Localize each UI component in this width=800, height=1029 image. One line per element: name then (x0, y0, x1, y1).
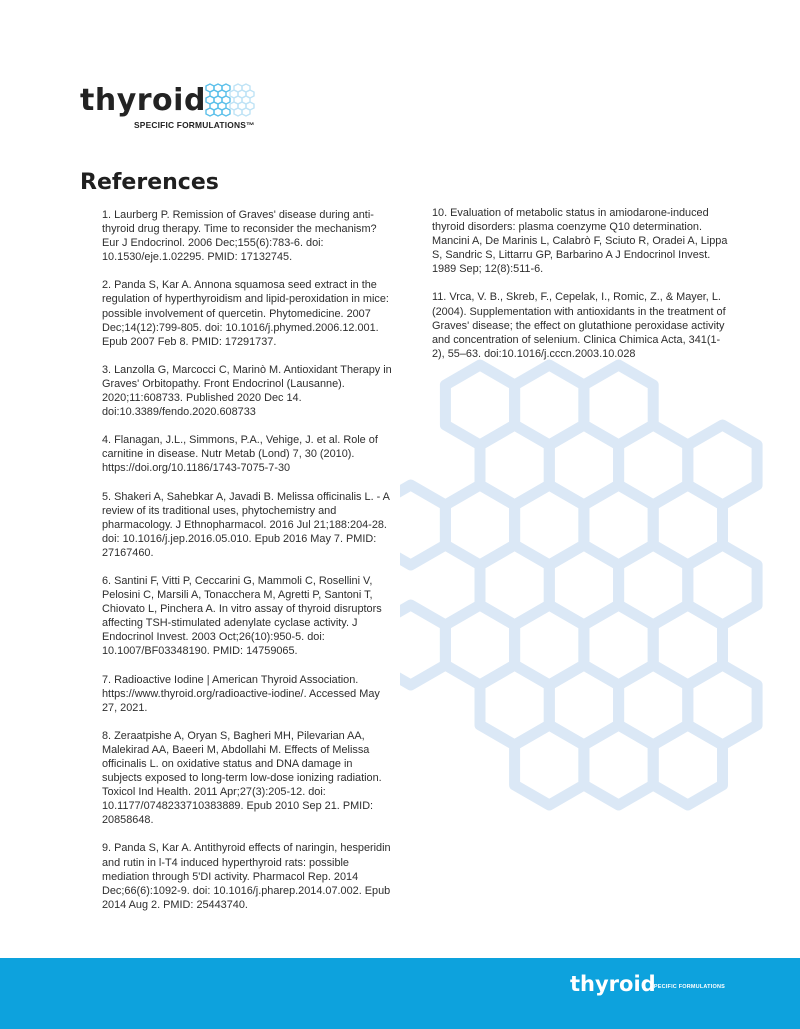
reference-item: 7. Radioactive Iodine | American Thyroid Association. https://www.thyroid.org/radioactive-iodine/. Accessed May 27, 2021. (102, 673, 380, 714)
reference-item: 3. Lanzolla G, Marcocci C, Marinò M. Antioxidant Therapy in Graves' Orbitopathy. Front Endocrinol (Lausanne). 2020;11:608733. Published 2020 Dec 14. doi:10.3389/fendo.2020.608733 (102, 363, 392, 419)
reference-item: 10. Evaluation of metabolic status in amiodarone-induced thyroid disorders: plasma coenzyme Q10 determination. Mancini A, De Marinis L, Calabrò F, Sciuto R, Oradei A, Lippa S, Sandric S, Littarru GP, Barbarino A J Endocrinol Invest. 1989 Sep; 12(8):511-6. (432, 207, 728, 276)
hexagon-shape (653, 725, 722, 805)
reference-item: 2. Panda S, Kar A. Annona squamosa seed extract in the regulation of hyperthyroidism and lipid-peroxidation in mice: possible involvement of quercetin. Phytomedicine. 2007 Dec;14(12):799-805. doi: 10.1016/j.phymed.2006.12.001. Epub 2007 Feb 8. PMID: 17291737. (102, 279, 389, 348)
reference-item: 8. Zeraatpishe A, Oryan S, Bagheri MH, Pilevarian AA, Malekirad AA, Baeeri M, Abdollahi M. Effects of Melissa officinalis L. on oxidative status and DNA damage in subjects exposed to long-term low-dose ionizing radiation. Toxicol Ind Health. 2011 Apr;27(3):205-12. doi: 10.1177/0748233710383889. Epub 2010 Sep 21. PMID: 20858648. (102, 729, 382, 827)
reference-item: 11. Vrca, V. B., Skreb, F., Cepelak, I., Romic, Z., & Mayer, L. (2004). Supplementation with antioxidants in the treatment of Graves' disease; the effect on glutathione peroxidase activity and concentration of selenium. Clinica Chimica Acta, 341(1-2), 55–63. doi:10.1016/j.cccn.2003.10.028 (432, 291, 726, 360)
hexagon-pattern-decoration (400, 350, 800, 820)
references-column-right (432, 206, 732, 375)
hexagon-shape (515, 725, 584, 805)
reference-item: 9. Panda S, Kar A. Antithyroid effects of naringin, hesperidin and rutin in l-T4 induced hyperthyroid rats: possible mediation through 5'DI activity. Pharmacol Rep. 2014 Dec;66(6):1092-9. doi: 10.1016/j.pharep.2014.07.002. Epub 2014 Aug 2. PMID: 25443740. (102, 842, 391, 911)
reference-item: 4. Flanagan, J.L., Simmons, P.A., Vehige, J. et al. Role of carnitine in disease. Nutr Metab (Lond) 7, 30 (2010). https://doi.org/10.1186/1743-7075-7-30 (102, 434, 378, 475)
footer-wordmark: thyroid (570, 972, 656, 996)
hexagon-shape (400, 485, 445, 565)
hexagon-cluster-icon (202, 82, 258, 122)
footer-bar (0, 958, 800, 1029)
hexagon-shape (584, 725, 653, 805)
reference-item: 1. Laurberg P. Remission of Graves' disease during anti-thyroid drug therapy. Time to reconsider the mechanism? Eur J Endocrinol. 2006 Dec;155(6):783-6. doi: 10.1530/eje.1.02295. PMID: 17132745. (102, 209, 377, 264)
header-logo (80, 82, 280, 134)
references-column-left (102, 208, 394, 926)
logo-wordmark: thyroid (80, 83, 206, 118)
page-title: References (80, 170, 219, 195)
reference-item: 6. Santini F, Vitti P, Ceccarini G, Mammoli C, Rosellini V, Pelosini C, Marsili A, Tonacchera M, Agretti P, Santoni T, Chiovato L, Pinchera A. In vitro assay of thyroid disruptors affecting TSH-stimulated adenylate cyclase activity. J Endocrinol Invest. 2003 Oct;26(10):950-5. doi: 10.1007/BF03348190. PMID: 14759065. (102, 574, 382, 658)
reference-item: 5. Shakeri A, Sahebkar A, Javadi B. Melissa officinalis L. - A review of its traditional uses, phytochemistry and pharmacology. J Ethnopharmacol. 2016 Jul 21;188:204-28. doi: 10.1016/j.jep.2016.05.010. Epub 2016 May 7. PMID: 27167460. (102, 490, 390, 559)
logo-tagline: SPECIFIC FORMULATIONS™ (134, 120, 255, 130)
hexagon-shape (400, 605, 445, 685)
footer-tagline: SPECIFIC FORMULATIONS (650, 984, 725, 990)
